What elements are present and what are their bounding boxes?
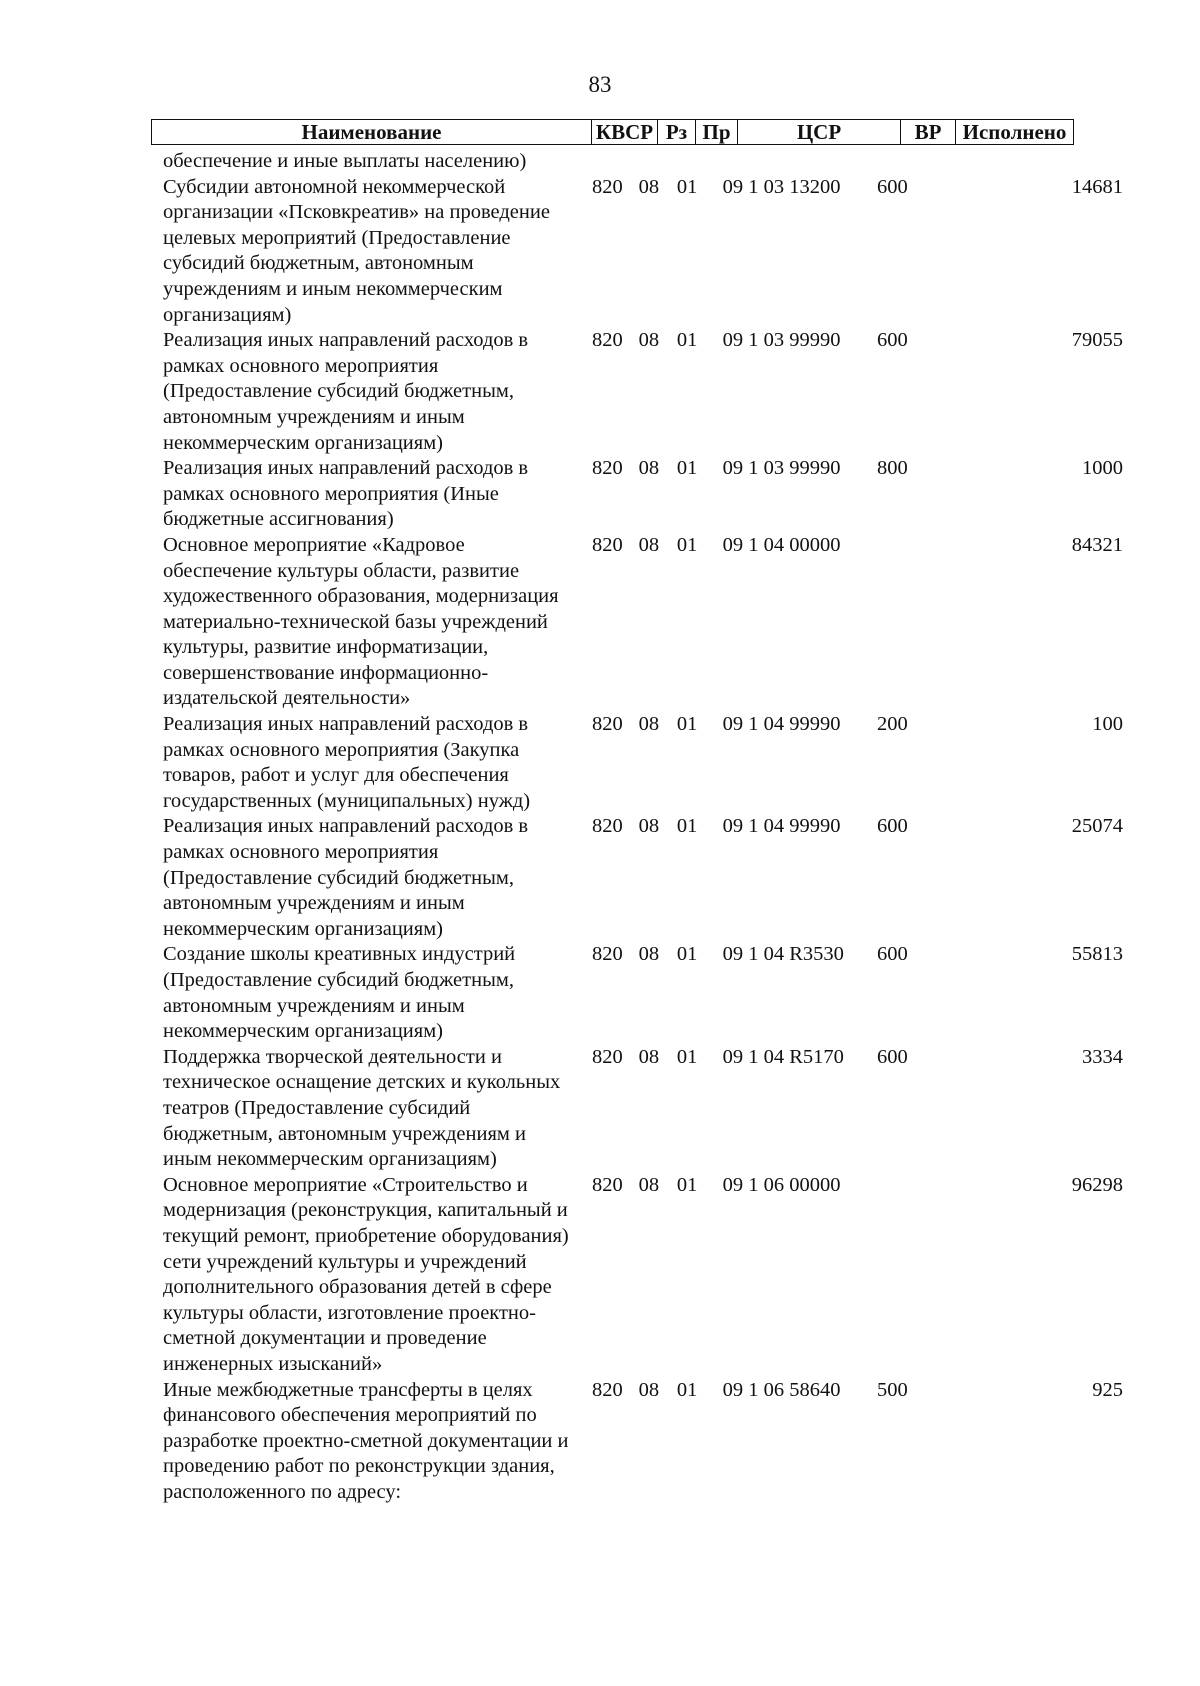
row-kvsr: 820	[591, 175, 623, 198]
row-executed: 1000	[1082, 457, 1123, 480]
row-csr: 09 1 04 00000	[722, 533, 841, 556]
table-row	[163, 942, 1123, 1044]
row-rz: 08	[638, 329, 660, 352]
row-pr: 01	[676, 1173, 698, 1196]
row-executed: 925	[1092, 1378, 1123, 1401]
row-kvsr: 820	[591, 533, 623, 556]
row-executed: 96298	[1071, 1173, 1123, 1196]
table-row	[163, 1378, 1123, 1506]
row-pr: 01	[676, 329, 698, 352]
row-rz: 08	[638, 713, 660, 736]
row-vr: 800	[877, 457, 908, 480]
row-kvsr: 820	[591, 815, 623, 838]
row-pr: 01	[676, 533, 698, 556]
row-name: Реализация иных направлений расходов в рамках основного мероприятия (Закупка товаров, работ и услуг для обеспечения государственных (муниципальных) нужд)	[163, 713, 531, 812]
row-name: Субсидии автономной некоммерческой организации «Псковкреатив» на проведение целевых мероприятий (Предоставление субсидий бюджетным, автономным учреждениям и иным некоммерческим организациям)	[163, 175, 550, 326]
header-kvsr: КВСР	[592, 120, 658, 145]
header-vr: ВР	[901, 120, 956, 145]
header-executed: Исполнено	[956, 120, 1074, 145]
row-vr: 600	[877, 329, 908, 352]
row-executed: 84321	[1071, 533, 1123, 556]
row-rz: 08	[638, 1045, 660, 1068]
table-row	[163, 456, 1123, 533]
row-rz: 08	[638, 1378, 660, 1401]
row-name: Создание школы креативных индустрий (Предоставление субсидий бюджетным, автономным учреждениям и иным некоммерческим организациям)	[163, 943, 516, 1043]
table-row	[163, 149, 1123, 175]
row-vr: 500	[877, 1378, 908, 1401]
row-pr: 01	[676, 457, 698, 480]
row-executed: 100	[1092, 713, 1123, 736]
table-body	[163, 149, 1123, 1505]
row-csr: 09 1 03 99990	[722, 457, 841, 480]
row-name: Основное мероприятие «Строительство и модернизация (реконструкция, капитальный и текущий ремонт, приобретение оборудования) сети учреждений культуры и учреждений дополнительного образования детей в сфере культуры области, изготовление проектно-сметной документации и проведение инженерных изысканий»	[163, 1173, 569, 1375]
header-name: Наименование	[152, 120, 592, 145]
row-vr: 200	[877, 713, 908, 736]
row-pr: 01	[676, 943, 698, 966]
table-row	[163, 1173, 1123, 1378]
row-name: Реализация иных направлений расходов в рамках основного мероприятия (Иные бюджетные ассигнования)	[163, 457, 529, 531]
page-number: 83	[588, 72, 612, 97]
row-vr: 600	[877, 175, 908, 198]
row-kvsr: 820	[591, 713, 623, 736]
table-row	[163, 175, 1123, 329]
row-executed: 55813	[1071, 943, 1123, 966]
table-row	[163, 712, 1123, 814]
row-csr: 09 1 06 00000	[722, 1173, 841, 1196]
row-kvsr: 820	[591, 457, 623, 480]
row-kvsr: 820	[591, 1173, 623, 1196]
row-rz: 08	[638, 175, 660, 198]
header-pr: Пр	[696, 120, 738, 145]
table-row	[163, 814, 1123, 942]
row-pr: 01	[676, 1378, 698, 1401]
row-pr: 01	[676, 815, 698, 838]
row-name: Поддержка творческой деятельности и техническое оснащение детских и кукольных театров (Предоставление субсидий бюджетным, автономным учреждениям и иным некоммерческим организациям)	[163, 1045, 561, 1171]
row-vr: 600	[877, 1045, 908, 1068]
header-rz: Рз	[658, 120, 696, 145]
row-name: Иные межбюджетные трансферты в целях финансового обеспечения мероприятий по разработке проектно-сметной документации и проведению работ по реконструкции здания, расположенного по адресу:	[163, 1378, 569, 1503]
row-executed: 14681	[1071, 175, 1123, 198]
row-csr: 09 1 04 R3530	[722, 943, 844, 966]
row-kvsr: 820	[591, 329, 623, 352]
row-csr: 09 1 04 99990	[722, 713, 841, 736]
row-pr: 01	[676, 1045, 698, 1068]
row-pr: 01	[676, 175, 698, 198]
row-vr: 600	[877, 815, 908, 838]
table-row	[163, 533, 1123, 712]
row-rz: 08	[638, 815, 660, 838]
row-vr: 600	[877, 943, 908, 966]
row-csr: 09 1 04 99990	[722, 815, 841, 838]
row-name: Основное мероприятие «Кадровое обеспечение культуры области, развитие художественного образования, модернизация материально-технической базы учреждений культуры, развитие информатизации, совершенствование информационно-издательской деятельности»	[163, 533, 559, 710]
table-row	[163, 1045, 1123, 1173]
row-csr: 09 1 04 R5170	[722, 1045, 844, 1068]
row-kvsr: 820	[591, 1045, 623, 1068]
table-header	[151, 119, 1074, 145]
row-executed: 79055	[1071, 329, 1123, 352]
row-name: обеспечение и иные выплаты населению)	[163, 150, 527, 172]
row-rz: 08	[638, 533, 660, 556]
header-csr: ЦСР	[738, 120, 901, 145]
row-rz: 08	[638, 943, 660, 966]
row-kvsr: 820	[591, 1378, 623, 1401]
table-row	[163, 328, 1123, 456]
row-rz: 08	[638, 1173, 660, 1196]
row-csr: 09 1 03 13200	[722, 175, 841, 198]
row-pr: 01	[676, 713, 698, 736]
row-name: Реализация иных направлений расходов в рамках основного мероприятия (Предоставление субсидий бюджетным, автономным учреждениям и иным некоммерческим организациям)	[163, 329, 529, 454]
row-executed: 3334	[1082, 1045, 1123, 1068]
row-name: Реализация иных направлений расходов в рамках основного мероприятия (Предоставление субсидий бюджетным, автономным учреждениям и иным некоммерческим организациям)	[163, 815, 529, 940]
row-csr: 09 1 03 99990	[722, 329, 841, 352]
row-rz: 08	[638, 457, 660, 480]
row-executed: 25074	[1071, 815, 1123, 838]
row-kvsr: 820	[591, 943, 623, 966]
row-csr: 09 1 06 58640	[722, 1378, 841, 1401]
